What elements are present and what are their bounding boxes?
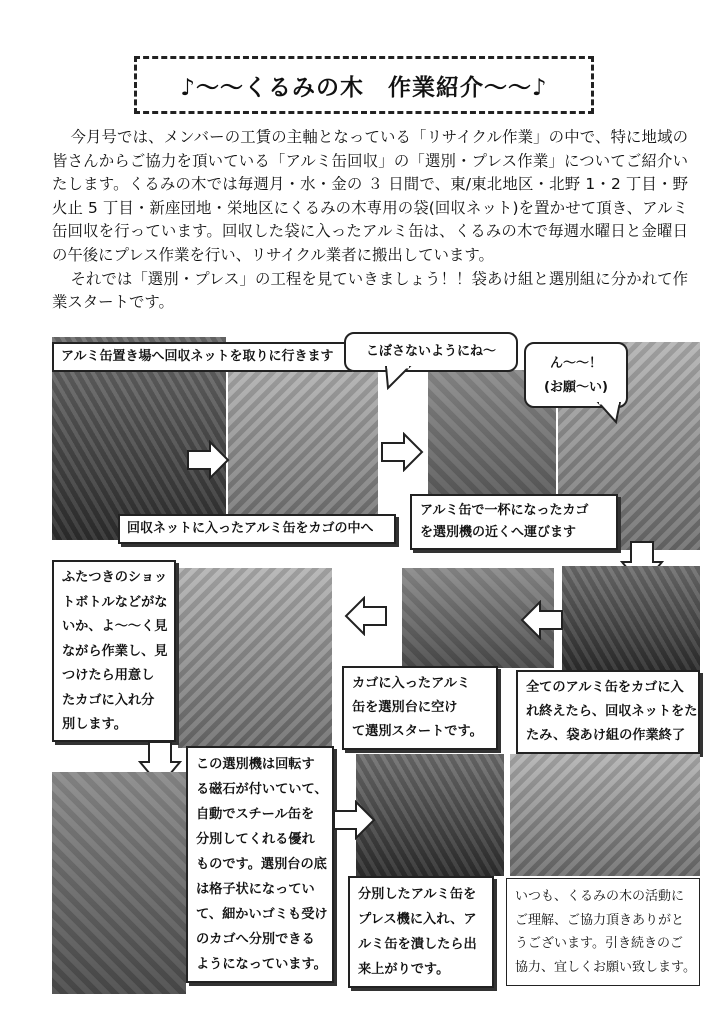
caption-step6-line: ふたつきのショッ [62,570,168,585]
caption-step7-line: この選別機は回転す [196,757,315,772]
speech-bubble-2-line1: ん～～！ [549,356,602,371]
caption-step2: 回収ネットに入ったアルミ缶をカゴの中へ [118,514,396,544]
caption-step8 [348,876,494,988]
caption-step7 [186,746,334,983]
intro-paragraph-2: それでは「選別・プレス」の工程を見ていきましょう！！袋あけ組と選別組に分かれて作業スタートです。 [52,269,688,312]
thanks-line: いつも、くるみの木の活動に [515,889,685,904]
title-box [134,56,594,114]
caption-step6-line: つけたら用意し [62,668,155,683]
thanks-line: 協力、宜しくお願い致します。 [515,959,696,975]
caption-step6-line: ながら作業し、見 [62,643,168,659]
caption-step3-line2: を選別機の近くへ運びます [420,525,577,540]
photo-folding-nets [562,566,700,670]
photo-sorting-machine [52,772,186,994]
caption-step4 [516,670,700,754]
caption-step6-line: 別します。 [62,717,127,732]
caption-step3 [410,494,618,550]
caption-step7-line: て、細かいゴミも受け [196,907,328,922]
thanks-line: ご理解、ご協力頂きありがと [515,912,685,928]
arrow-right-icon [380,432,424,472]
speech-bubble-2 [524,342,628,408]
photo-pressed-cans [510,754,700,876]
arrow-left-icon [344,596,388,636]
page-title: ♪～～くるみの木 作業紹介～～♪ [180,74,548,101]
photo-press-machine [356,754,504,876]
speech-bubble-2-tail [596,402,622,424]
caption-step1: アルミ缶置き場へ回収ネットを取りに行きます [52,342,352,372]
arrow-right-icon [332,800,376,840]
speech-bubble-1: こぼさないようにね～ [344,332,518,372]
caption-step7-line: る磁石が付いていて、 [196,782,328,797]
caption-step7-line: ようになっています。 [196,957,327,972]
caption-step5 [342,666,498,750]
thanks-line: うございます。引き続きのご [515,936,683,951]
caption-step3-line1: アルミ缶で一杯になったカゴ [420,503,589,518]
thanks-message [506,878,700,986]
caption-step7-line: 分別してくれる優れ [196,832,315,847]
speech-bubble-2-line2: (お願～い) [544,380,608,395]
caption-step8-line: ルミ缶を潰したら出 [358,937,477,952]
intro-text [52,126,688,315]
photo-sorting-table [178,568,332,748]
caption-step4-line: 全てのアルミ缶をカゴに入 [526,680,684,695]
caption-step8-line: 来上がりです。 [358,962,450,977]
caption-step6-line: トボトルなどがな [62,594,168,610]
caption-step6-line: いか、よ～～く見 [62,619,168,634]
caption-step8-line: 分別したアルミ缶を [358,887,477,902]
caption-step5-line: カゴに入ったアルミ [352,676,471,691]
caption-step5-line: て選別スタートです。 [352,724,483,739]
caption-step7-line: 自動でスチール缶を [196,807,315,822]
caption-step7-line: のカゴへ分別できる [196,932,315,947]
caption-step5-line: 缶を選別台に空け [352,700,458,715]
caption-step4-line: れ終えたら、回収ネットをた [526,704,698,719]
caption-step7-line: ものです。選別台の底 [196,857,327,872]
caption-step7-line: は格子状になってい [196,882,315,897]
caption-step8-line: プレス機に入れ、ア [358,912,477,927]
speech-bubble-1-tail [384,366,414,390]
arrow-left-icon [520,600,564,640]
caption-step6-line: たカゴに入れ分 [62,692,155,708]
caption-step6 [52,560,176,742]
arrow-right-icon [186,440,230,480]
caption-step4-line: たみ、袋あけ組の作業終了 [526,728,686,743]
intro-paragraph-1: 今月号では、メンバーの工賃の主軸となっている「リサイクル作業」の中で、特に地域の皆さんからご協力を頂いている「アルミ缶回収」の「選別・プレス作業」についてご紹介いたします。くるみの木では毎週月・水・金の ３ 日間で、東/東北地区・北野 1・2 丁目・野火止 5 丁目・新座団地・栄地区にくるみの木専用の袋(回収ネット)を置かせて頂き、アルミ缶回収を行っています。回収した袋に入ったアルミ缶は、くるみの木で毎週水曜日と金曜日の午後にプレス作業を行い、リサイクル業者に搬出しています。 [52,128,688,264]
